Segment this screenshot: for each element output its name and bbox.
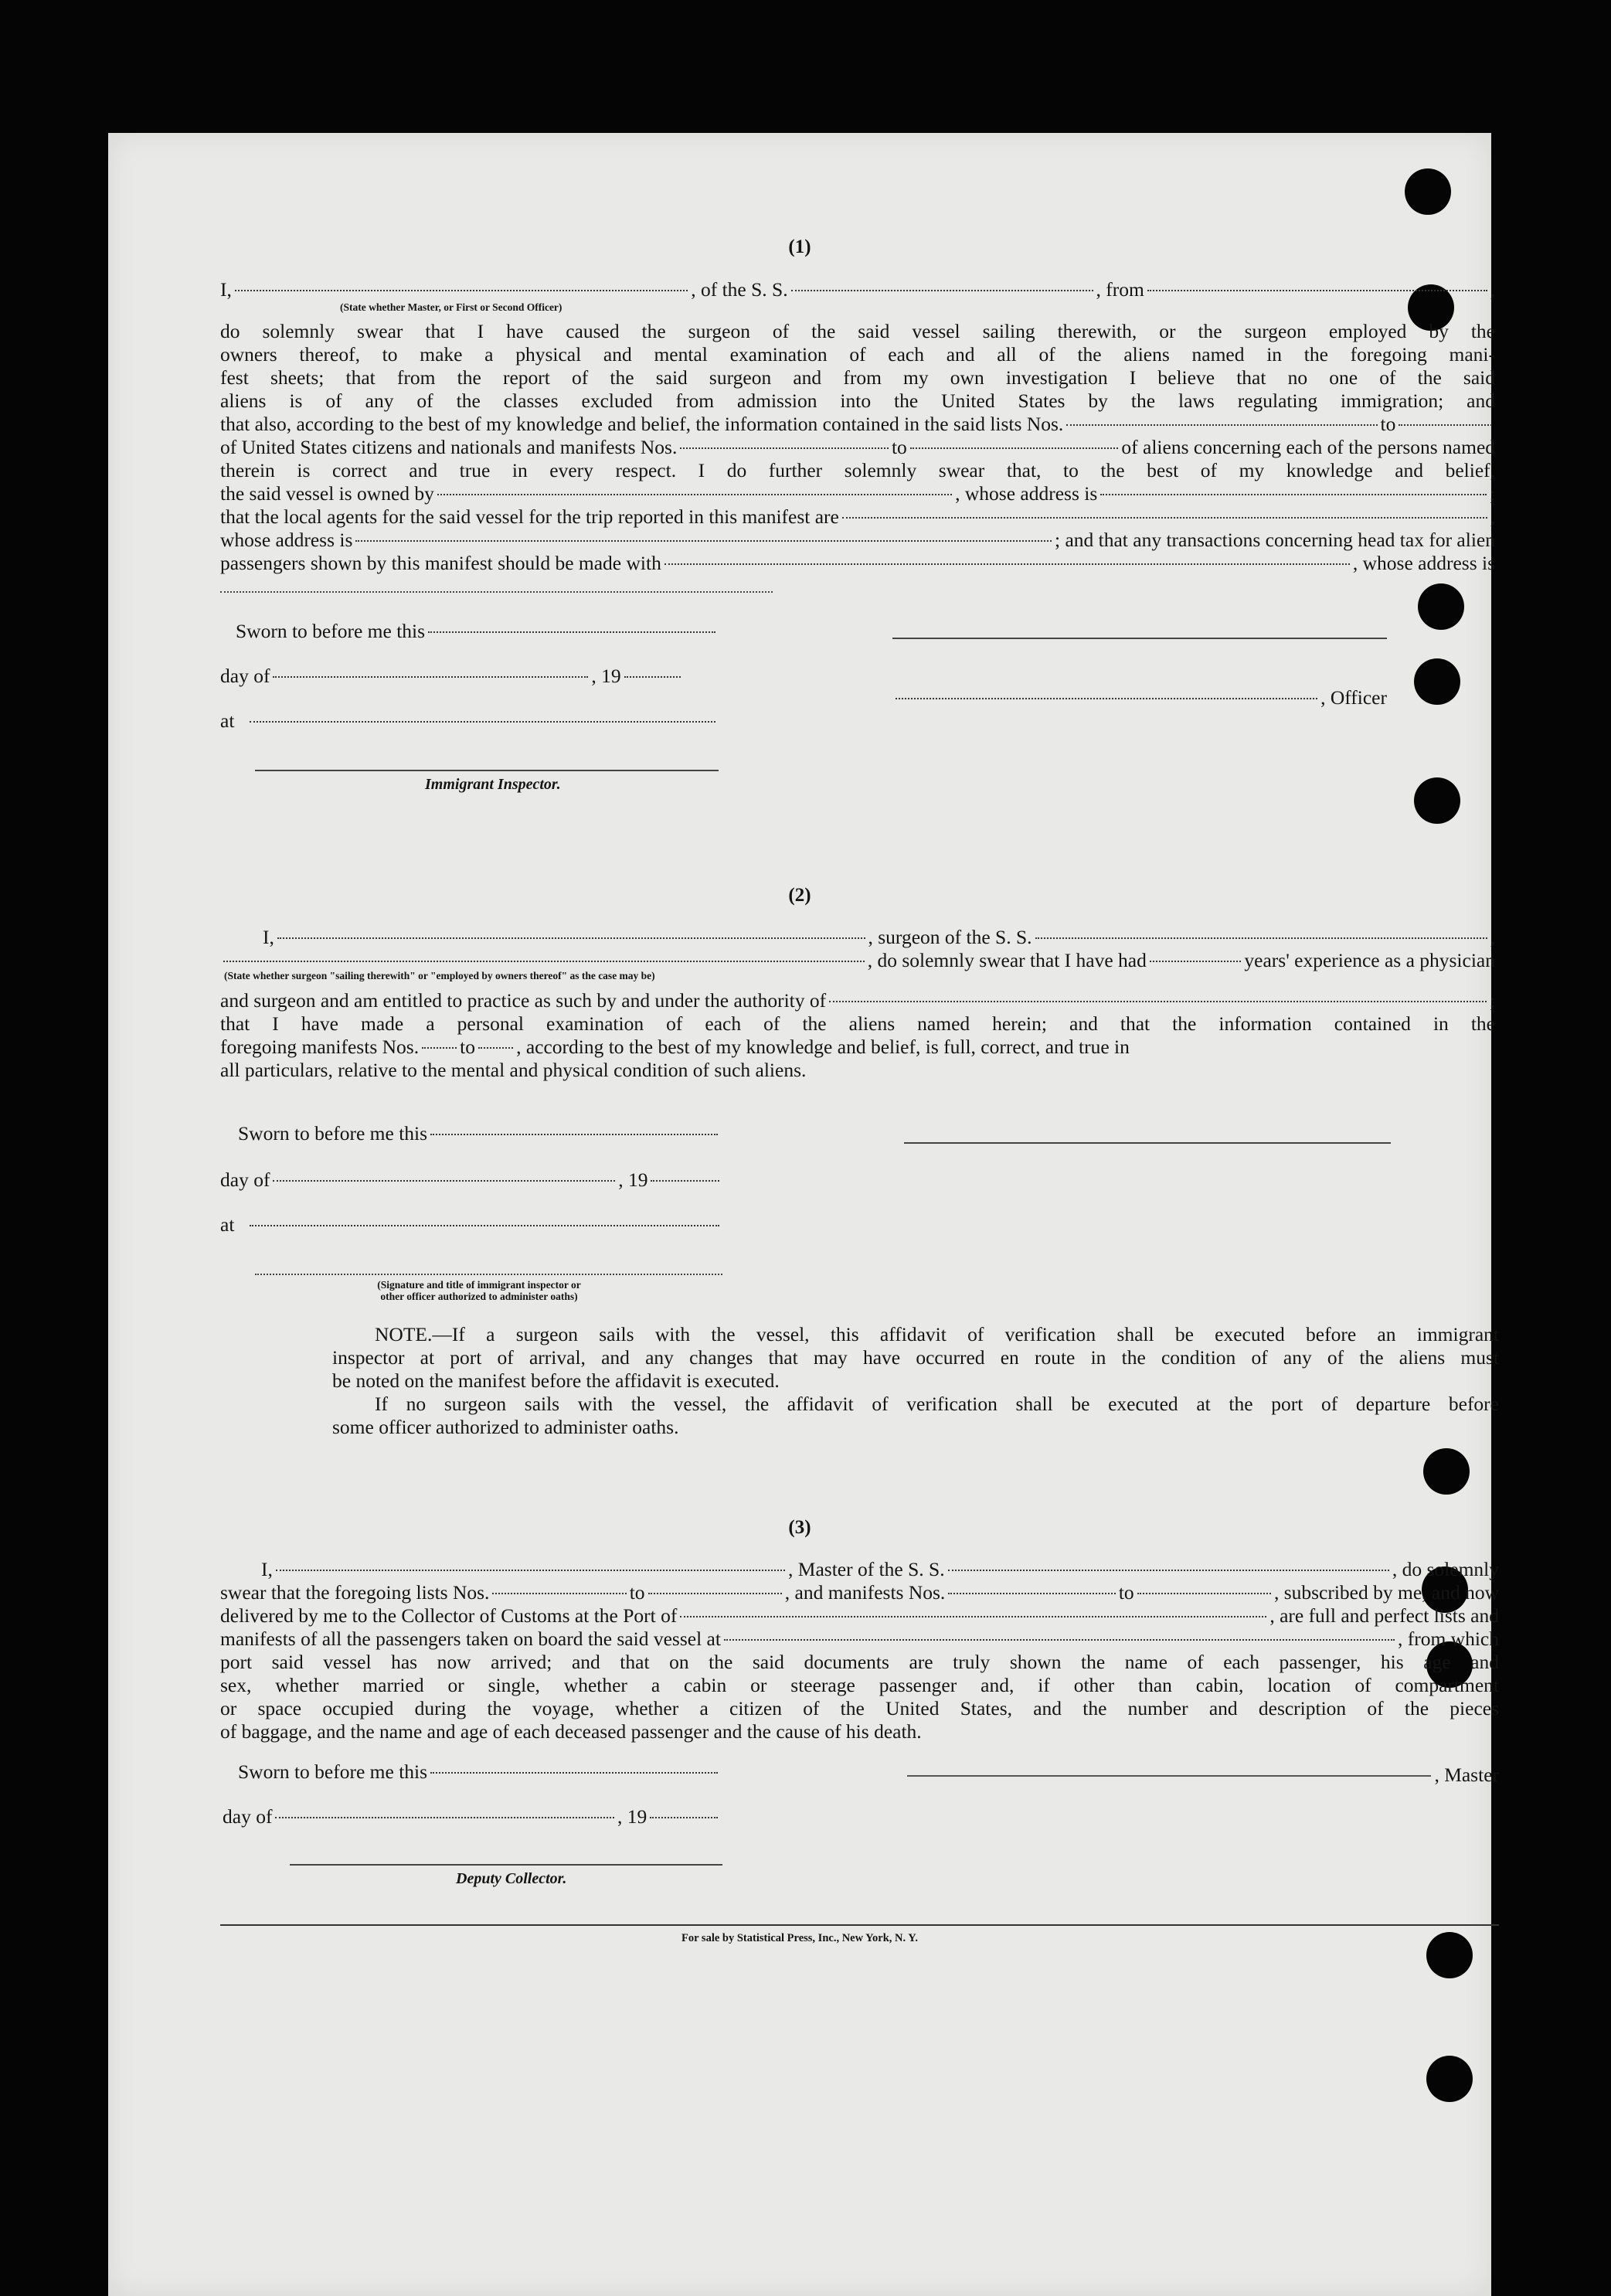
note-line: some officer authorized to administer oaths. [332, 1416, 679, 1438]
section-3-number: (3) [788, 1517, 811, 1538]
blank-sworn-date[interactable] [430, 1772, 718, 1774]
text-passengers-made-with: passengers shown by this manifest should be made with [220, 552, 661, 574]
note-line: be noted on the manifest before the affidavit is executed. [332, 1369, 780, 1392]
section-3-lists-line [220, 1581, 1499, 1604]
note-line: If no surgeon sails with the vessel, the affidavit of verification shall be executed at the port of departure before [375, 1393, 1499, 1415]
section-1-owned-line [220, 482, 1495, 505]
text-whose-address: , whose address is [1352, 552, 1495, 574]
section-2-day-line [220, 1168, 722, 1192]
label-i: I, [220, 278, 232, 301]
text-sworn: Sworn to before me this [238, 1760, 428, 1783]
blank-head-tax-party[interactable] [664, 563, 1350, 565]
section-2-authority-line [220, 989, 1495, 1012]
text-full-correct: , according to the best of my knowledge and belief, is full, correct, and true in [516, 1036, 1130, 1058]
section-2-sworn-line [238, 1122, 721, 1145]
section-2-years-line [220, 949, 1495, 972]
blank-port-from[interactable] [1147, 290, 1487, 291]
punct-semicolon: ; [1489, 989, 1495, 1012]
label-to: to [1118, 1581, 1134, 1604]
section-2-oath-line [263, 926, 1495, 949]
label-immigrant-inspector: Immigrant Inspector. [425, 776, 561, 793]
caption-officer-rank: (State whether Master, or First or Second Officer) [340, 301, 562, 313]
text-delivered: delivered by me to the Collector of Customs at the Port of [220, 1604, 678, 1627]
blank-vessel-name[interactable] [791, 290, 1093, 291]
blank-day-month[interactable] [275, 1817, 614, 1818]
blank-manifest-from[interactable] [422, 1047, 457, 1049]
blank-owner[interactable] [437, 494, 952, 495]
text-local-agents: that the local agents for the said vessel for the trip reported in this manifest are [220, 505, 839, 528]
blank-year[interactable] [624, 676, 681, 678]
section-2-number: (2) [788, 885, 811, 906]
label-i: I, [261, 1558, 273, 1580]
section-1-agents-line [220, 505, 1495, 529]
text-citizens: of United States citizens and nationals and manifests Nos. [220, 436, 678, 458]
text-day-of: day of [223, 1805, 273, 1828]
note-text: —If a surgeon sails with the vessel, this affidavit of verification shall be executed before an immigrant [432, 1323, 1499, 1345]
blank-port[interactable] [680, 1616, 1266, 1617]
text-taken-on-board: manifests of all the passengers taken on board the said vessel at [220, 1628, 721, 1650]
blank-at-place[interactable] [250, 1225, 719, 1226]
section-1-day-line [220, 665, 684, 688]
label-surgeon-of-ss: , surgeon of the S. S. [868, 926, 1032, 948]
blank-manifest-from[interactable] [680, 447, 889, 449]
section-3-para-line: sex, whether married or single, whether a cabin or steerage passenger and, if other than cabin, location of compartment [220, 1674, 1499, 1696]
signature-line-deputy-collector[interactable] [290, 1864, 722, 1866]
text-subscribed: , subscribed by me, and now [1273, 1581, 1500, 1604]
text-day-of: day of [220, 1168, 270, 1191]
text-years-experience: years' experience as a physician [1244, 949, 1495, 971]
caption-surgeon-status: (State whether surgeon "sailing therewith" or "employed by owners thereof" as the case may be) [224, 970, 655, 981]
section-3-last-line: of baggage, and the name and age of each deceased passenger and the cause of his death. [220, 1720, 922, 1743]
blank-agents-address[interactable] [355, 540, 1052, 542]
punct-semicolon: ; [1489, 482, 1495, 505]
text-foregoing-lists: swear that the foregoing lists Nos. [220, 1581, 490, 1604]
label-officer: , Officer [1320, 686, 1387, 709]
text-solemnly-swear: , do solemnly swear that I have had [867, 949, 1147, 971]
blank-year[interactable] [651, 1180, 719, 1182]
text-whose-address: whose address is [220, 529, 353, 551]
label-to: to [891, 436, 907, 458]
label-deputy-collector: Deputy Collector. [456, 1870, 567, 1887]
text-sworn: Sworn to before me this [236, 620, 426, 642]
blank-years-experience[interactable] [1150, 961, 1242, 962]
section-3-para-line: port said vessel has now arrived; and that on the said documents are truly shown the name of each passenger, his age and [220, 1651, 1499, 1673]
label-from: , from [1096, 278, 1144, 301]
blank-at-place[interactable] [250, 721, 715, 723]
caption-signature-title [255, 1279, 703, 1302]
blank-head-tax-address[interactable] [220, 591, 773, 593]
section-1-passengers-line [220, 552, 1495, 575]
text-sworn: Sworn to before me this [238, 1122, 428, 1145]
punct-comma: , [1490, 278, 1495, 301]
section-1-address-line [220, 529, 1495, 552]
section-3-delivered-line [220, 1604, 1499, 1628]
text-year-19: , 19 [617, 1805, 647, 1828]
text-head-tax: ; and that any transactions concerning head tax for alien [1055, 529, 1495, 551]
blank-port-embarked[interactable] [724, 1639, 1395, 1641]
text-at: at [220, 709, 235, 732]
blank-day-month[interactable] [273, 676, 588, 678]
blank-surgeon-name[interactable] [277, 937, 865, 939]
blank-list-to[interactable] [1399, 424, 1492, 426]
blank-manifest-to[interactable] [910, 447, 1119, 449]
section-3-day-line [223, 1805, 721, 1828]
label-to: to [629, 1581, 645, 1604]
section-2-manifests-line [220, 1036, 1495, 1059]
blank-sworn-date[interactable] [428, 631, 715, 633]
signature-line-officer[interactable] [892, 638, 1387, 639]
text-year-19: , 19 [618, 1168, 648, 1191]
blank-officer-name[interactable] [235, 290, 688, 291]
blank-list-to[interactable] [648, 1593, 782, 1594]
section-1-para-line: that also, according to the best of my knowledge and belief, the information contained in the said lists Nos. [220, 413, 1064, 435]
blank-authority[interactable] [829, 1001, 1487, 1002]
section-2-at-line [220, 1213, 722, 1236]
text-owned-by: the said vessel is owned by [220, 482, 434, 505]
text-do-solemnly: , do solemnly [1392, 1558, 1499, 1580]
blank-manifest-to[interactable] [478, 1047, 513, 1049]
section-1-oath-line [220, 278, 1495, 301]
blank-officer-signature[interactable] [896, 698, 1317, 699]
text-entitled-to-practice: and surgeon and am entitled to practice as such by and under the authority of [220, 989, 827, 1012]
blank-vessel-name[interactable] [1035, 937, 1487, 939]
section-2-particulars-line: all particulars, relative to the mental and physical condition of such aliens. [220, 1059, 807, 1081]
section-1-para-line: do solemnly swear that I have caused the surgeon of the said vessel sailing therewith, or the surgeon employed by the [220, 320, 1495, 342]
footer-rule [220, 1924, 1499, 1926]
section-3-oath-line [261, 1558, 1499, 1581]
text-foregoing-manifests: foregoing manifests Nos. [220, 1036, 420, 1058]
section-1-correct-line: therein is correct and true in every respect. I do further solemnly swear that, to the best of my knowledge and belief, [220, 459, 1495, 481]
section-1-sworn-line [236, 620, 719, 643]
form-content [108, 0, 1500, 2296]
text-day-of: day of [220, 665, 270, 687]
section-1-citizens-line [220, 436, 1495, 459]
text-and-manifests: , and manifests Nos. [784, 1581, 946, 1604]
blank-list-from[interactable] [492, 1593, 626, 1594]
text-full-perfect: , are full and perfect lists and [1269, 1604, 1499, 1627]
blank-local-agents[interactable] [842, 517, 1487, 519]
signature-line-master[interactable] [907, 1775, 1431, 1777]
blank-list-from[interactable] [1066, 424, 1377, 426]
section-1-para-line: aliens is of any of the classes excluded from admission into the United States by the laws regulating immigration; and [220, 389, 1495, 412]
punct-comma: , [1490, 505, 1495, 528]
blank-vessel-name[interactable] [948, 1570, 1389, 1571]
note-label: NOTE. [375, 1323, 433, 1345]
blank-owner-address[interactable] [1100, 494, 1487, 495]
note-line: inspector at port of arrival, and any changes that may have occurred en route in the condition of any of the aliens must [332, 1346, 1499, 1369]
caption-line: (Signature and title of immigrant inspector or [377, 1279, 581, 1291]
section-1-number: (1) [788, 236, 811, 257]
signature-line-inspector[interactable] [255, 1274, 722, 1275]
signature-line-surgeon[interactable] [904, 1142, 1391, 1144]
blank-day-month[interactable] [273, 1180, 615, 1182]
section-1-at-line [220, 709, 719, 733]
text-from-which: , from which [1397, 1628, 1499, 1650]
label-to: to [1380, 413, 1396, 435]
text-whose-address: , whose address is [955, 482, 1098, 505]
label-i: I, [263, 926, 274, 948]
text-at: at [220, 1213, 235, 1236]
section-1-officer-line [892, 686, 1387, 709]
section-1-para-line: owners thereof, to make a physical and mental examination of each and all of the aliens named in the foregoing mani- [220, 343, 1495, 366]
section-1-lists-line [220, 413, 1495, 436]
blank-manifest-to[interactable] [1137, 1593, 1271, 1594]
section-3-sworn-line [238, 1760, 721, 1784]
text-aliens-concerning: of aliens concerning each of the persons named [1121, 436, 1496, 458]
caption-line: other officer authorized to administer oaths) [380, 1291, 578, 1302]
label-master-of-ss: , Master of the S. S. [788, 1558, 945, 1580]
note-line-1 [375, 1323, 1499, 1346]
section-1-para-line: fest sheets; that from the report of the said surgeon and from my own investigation I believe that no one of the said [220, 366, 1495, 389]
blank-master-name[interactable] [276, 1570, 785, 1571]
punct-comma: , [1490, 926, 1495, 948]
blank-surgeon-status[interactable] [223, 961, 865, 962]
section-3-master-line [904, 1764, 1499, 1787]
blank-year[interactable] [650, 1817, 718, 1818]
blank-sworn-date[interactable] [430, 1134, 718, 1135]
label-of-ss: , of the S. S. [691, 278, 788, 301]
footer-printer: For sale by Statistical Press, Inc., New York, N. Y. [681, 1932, 918, 1944]
section-2-examination-line: that I have made a personal examination of each of the aliens named herein; and that the information contained in the [220, 1012, 1495, 1035]
signature-line-inspector[interactable] [255, 770, 719, 771]
label-to: to [460, 1036, 475, 1058]
text-year-19: , 19 [591, 665, 621, 687]
section-3-taken-line [220, 1628, 1499, 1651]
label-master: , Master [1434, 1764, 1499, 1786]
section-3-para-line: or space occupied during the voyage, whether a citizen of the United States, and the number and description of the pieces [220, 1697, 1499, 1719]
blank-manifest-from[interactable] [948, 1593, 1116, 1594]
